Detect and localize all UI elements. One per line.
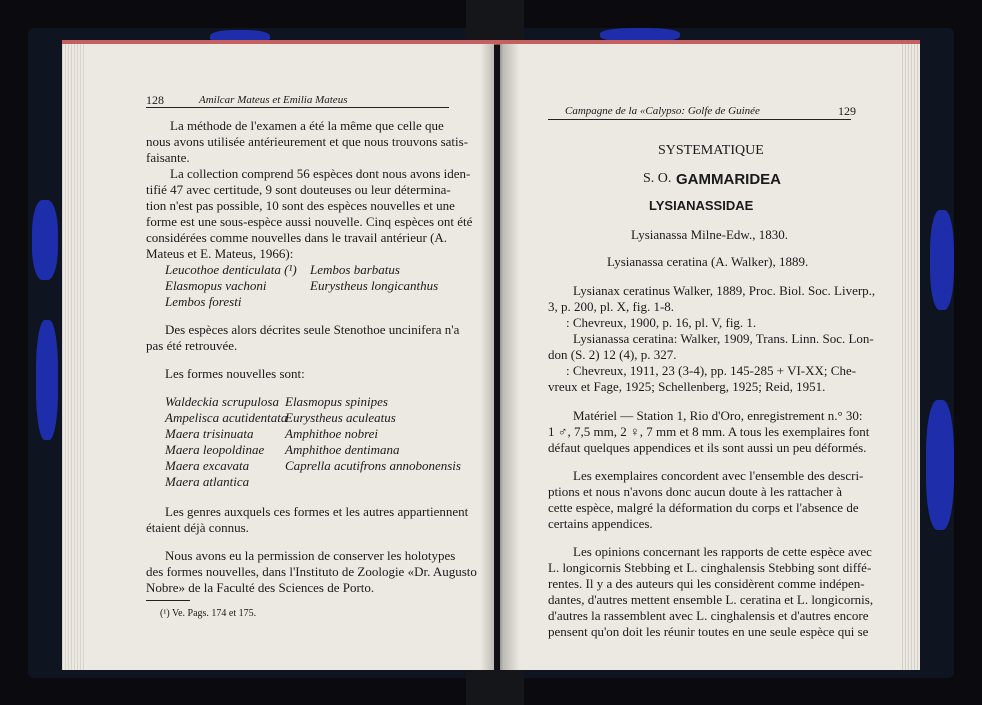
paragraph-line: rentes. Il y a des auteurs qui les considèrent comme indépen-: [548, 576, 865, 591]
paragraph-line: Nous avons eu la permission de conserver les holotypes: [165, 548, 456, 563]
paragraph-line: certains appendices.: [548, 516, 653, 531]
left-page-number: 128: [146, 93, 164, 107]
right-page-number: 129: [838, 104, 856, 118]
species-name: Maera trisinuata: [165, 426, 254, 441]
paragraph-line: Des espèces alors décrites seule Stenothoe uncinifera n'a: [165, 322, 460, 337]
paragraph-line: nous avons utilisée antérieurement et que nous trouvons satis-: [146, 134, 469, 149]
species-name: Eurystheus longicanthus: [310, 278, 439, 293]
paragraph-line: d'autres la rassemblent avec L. cinghalensis et d'autres encore: [548, 608, 869, 623]
header-rule: [548, 119, 851, 120]
paragraph-line: des formes nouvelles, dans l'Instituto de Zoologie «Dr. Augusto: [146, 564, 477, 579]
species-name: Maera excavata: [165, 458, 250, 473]
paragraph-line: forme est une sous-espèce aussi nouvelle. Cinq espèces ont été: [146, 214, 473, 229]
species-name: Maera atlantica: [165, 474, 250, 489]
synonymy-line: : Chevreux, 1900, p. 16, pl. V, fig. 1.: [566, 315, 757, 330]
paragraph-line: Les formes nouvelles sont:: [165, 366, 305, 381]
paragraph-line: La collection comprend 56 espèces dont nous avons iden-: [170, 166, 471, 181]
cover-pattern: [32, 200, 58, 280]
paragraph-line: dantes, d'autres mettent ensemble L. ceratina et L. longicornis,: [548, 592, 874, 607]
header-rule: [146, 107, 449, 108]
synonymy-line: Lysianassa ceratina: Walker, 1909, Trans. Linn. Soc. Lon-: [573, 331, 874, 346]
species-name: Ampelisca acutidentata: [165, 410, 288, 425]
cover-pattern: [930, 210, 954, 310]
paragraph-line: pensent qu'on doit les réunir toutes en une seule espèce qui se: [548, 624, 869, 639]
synonymy-line: Lysianax ceratinus Walker, 1889, Proc. Biol. Soc. Liverp.,: [573, 283, 876, 298]
cover-pattern: [36, 320, 58, 440]
paragraph-line: faisante.: [146, 150, 190, 165]
paragraph-line: Les opinions concernant les rapports de cette espèce avec: [573, 544, 872, 559]
right-running-head: Campagne de la «Calypso: Golfe de Guinée: [565, 105, 760, 117]
footnote: (¹) Ve. Pags. 174 et 175.: [160, 608, 257, 619]
paragraph-line: considérées comme nouvelles dans le travail antérieur (A.: [146, 230, 448, 245]
material-line: défaut quelques appendices et ils sont aussi un peu déformés.: [548, 440, 867, 455]
species-name: Maera leopoldinae: [165, 442, 265, 457]
species-line: Lysianassa ceratina (A. Walker), 1889.: [607, 254, 809, 269]
species-name: Leucothoe denticulata (¹): [165, 262, 297, 277]
synonymy-line: vreux et Fage, 1925; Schellenberg, 1925; Reid, 1951.: [548, 379, 826, 394]
paragraph-line: Les exemplaires concordent avec l'ensemble des descri-: [573, 468, 864, 483]
species-name: Caprella acutifrons annobonensis: [285, 458, 461, 473]
paragraph-line: Nobre» de la Faculté des Sciences de Porto.: [146, 580, 375, 595]
paragraph-line: tifié 47 avec certitude, 9 sont douteuses ou leur détermina-: [146, 182, 451, 197]
paragraph-line: cette espèce, malgré la déformation du corps et l'absence de: [548, 500, 859, 515]
species-name: Elasmopus spinipes: [285, 394, 388, 409]
paragraph-line: La méthode de l'examen a été la même que celle que: [170, 118, 444, 133]
synonymy-line: : Chevreux, 1911, 23 (3-4), pp. 145-285 + VI-XX; Che-: [566, 363, 857, 378]
species-name: Amphithoe dentimana: [285, 442, 400, 457]
suborder-title: GAMMARIDEA: [676, 171, 781, 188]
right-page-edges: [900, 44, 920, 670]
synonymy-line: 3, p. 200, pl. X, fig. 1-8.: [548, 299, 675, 314]
paragraph-line: ptions et nous n'avons donc aucun doute à les rattacher à: [548, 484, 843, 499]
cover-pattern: [926, 400, 954, 530]
paragraph-line: L. longicornis Stebbing et L. cinghalensis Stebbing sont diffé-: [548, 560, 872, 575]
paragraph-line: tion n'est pas possible, 10 sont des espèces nouvelles et une: [146, 198, 455, 213]
species-name: Amphithoe nobrei: [285, 426, 379, 441]
species-name: Waldeckia scrupulosa: [165, 394, 279, 409]
species-name: Elasmopus vachoni: [165, 278, 267, 293]
paragraph-line: étaient déjà connus.: [146, 520, 249, 535]
footnote-rule: [146, 600, 190, 601]
species-name: Eurystheus aculeatus: [285, 410, 396, 425]
genus-line: Lysianassa Milne-Edw., 1830.: [631, 227, 788, 242]
synonymy-line: don (S. 2) 12 (4), p. 327.: [548, 347, 677, 362]
paragraph-line: pas été retrouvée.: [146, 338, 238, 353]
paragraph-line: Les genres auxquels ces formes et les autres appartiennent: [165, 504, 469, 519]
family-title: LYSIANASSIDAE: [649, 198, 754, 213]
book-gutter: [480, 44, 520, 670]
suborder-prefix: S. O.: [643, 171, 672, 186]
left-page-edges: [62, 44, 84, 670]
species-name: Lembos barbatus: [310, 262, 400, 277]
material-line: Matériel — Station 1, Rio d'Oro, enregistrement n.° 30:: [573, 408, 863, 423]
paragraph-line: Mateus et E. Mateus, 1966):: [146, 246, 294, 261]
species-name: Lembos foresti: [165, 294, 242, 309]
material-line: 1 ♂, 7,5 mm, 2 ♀, 7 mm et 8 mm. A tous les exemplaires font: [548, 424, 870, 439]
section-title: SYSTEMATIQUE: [658, 143, 764, 158]
left-running-head: Amilcar Mateus et Emilia Mateus: [199, 94, 348, 106]
